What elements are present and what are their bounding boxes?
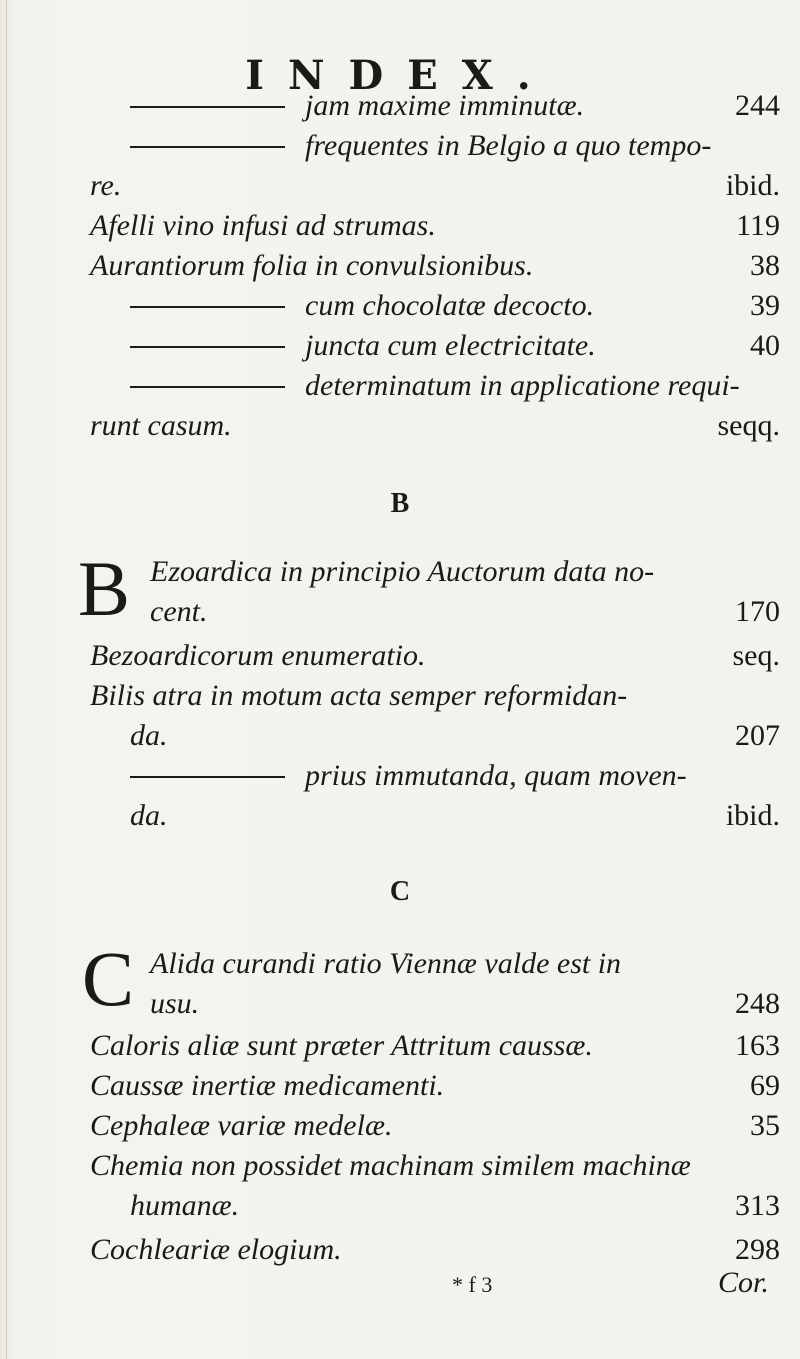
ditto-dash	[130, 306, 285, 308]
entry-text: humanæ.	[130, 1189, 240, 1222]
entry-text: runt casum.	[90, 409, 232, 442]
page-reference: seq.	[732, 639, 780, 672]
catchword: Cor.	[718, 1266, 769, 1299]
index-entry-continuation	[150, 592, 780, 632]
index-entry	[90, 1230, 780, 1270]
index-entry	[130, 326, 780, 366]
entry-text: Afelli vino infusi ad strumas.	[90, 209, 436, 242]
entry-text: Alida curandi ratio Viennæ valde est in	[150, 947, 622, 980]
entry-text: Cephaleæ variæ medelæ.	[90, 1109, 393, 1142]
entry-text: Chemia non possidet machinam similem machinæ	[90, 1149, 691, 1182]
page-reference: 163	[735, 1029, 780, 1062]
entry-text: Bezoardicorum enumeratio.	[90, 639, 426, 672]
index-entry-continuation	[130, 796, 780, 836]
page-reference: 170	[735, 595, 780, 628]
entry-text: Caloris aliæ sunt præter Attritum caussæ.	[90, 1029, 593, 1062]
entry-text: cent.	[150, 595, 208, 628]
entry-text: Aurantiorum folia in convulsionibus.	[90, 249, 534, 282]
page-reference: 40	[750, 329, 780, 362]
ditto-dash	[130, 106, 285, 108]
entry-text: Ezoardica in principio Auctorum data no-	[150, 555, 655, 588]
index-entry	[90, 676, 780, 716]
ditto-dash	[130, 346, 285, 348]
entry-text: cum chocolatæ decocto.	[305, 289, 595, 322]
entry-text: re.	[90, 169, 122, 202]
page-reference: 298	[735, 1233, 780, 1266]
entry-text: juncta cum electricitate.	[305, 329, 596, 362]
page-reference: 119	[736, 209, 780, 242]
index-entry	[130, 286, 780, 326]
page-reference: 244	[735, 89, 780, 122]
page-reference: ibid.	[725, 799, 780, 832]
index-entry-continuation	[90, 406, 780, 446]
dropcap-b: B	[78, 545, 131, 632]
page-title: INDEX.	[245, 52, 555, 99]
index-entry	[150, 944, 780, 984]
page-reference: ibid.	[725, 169, 780, 202]
index-entry	[90, 1026, 780, 1066]
ditto-dash	[130, 776, 285, 778]
page-reference: 35	[750, 1109, 780, 1142]
index-entry-continuation	[130, 1186, 780, 1226]
ditto-dash	[130, 146, 285, 148]
entry-text: Caussæ inertiæ medicamenti.	[90, 1069, 445, 1102]
entry-text: Cochleariæ elogium.	[90, 1233, 342, 1266]
signature-mark: * f 3	[452, 1272, 493, 1297]
entry-text: jam maxime imminutæ.	[305, 89, 585, 122]
index-entry	[130, 126, 780, 166]
entry-text: da.	[130, 719, 168, 752]
page-gutter	[6, 0, 7, 1359]
index-entry	[90, 1066, 780, 1106]
page-reference: 313	[735, 1189, 780, 1222]
page-reference: 207	[735, 719, 780, 752]
section-heading-c: C	[389, 876, 411, 907]
page-reference: 248	[735, 987, 780, 1020]
entry-text: determinatum in applicatione requi-	[305, 369, 740, 402]
index-entry	[90, 206, 780, 246]
page-reference: 69	[750, 1069, 780, 1102]
index-entry-continuation	[130, 716, 780, 756]
index-entry	[90, 636, 780, 676]
dropcap-c: C	[82, 935, 135, 1022]
index-entry	[130, 366, 780, 406]
entry-text: da.	[130, 799, 168, 832]
section-heading-b: B	[390, 488, 410, 519]
entry-text: frequentes in Belgio a quo tempo-	[305, 129, 712, 162]
index-entry-continuation	[150, 984, 780, 1024]
index-entry-continuation	[90, 166, 780, 206]
entry-text: Bilis atra in motum acta semper reformidan-	[90, 679, 628, 712]
entry-text: usu.	[150, 987, 200, 1020]
ditto-dash	[130, 386, 285, 388]
index-entry	[90, 1106, 780, 1146]
index-entry	[150, 552, 780, 592]
index-entry	[130, 86, 780, 126]
index-entry	[130, 756, 780, 796]
index-entry	[90, 1146, 780, 1186]
page-reference: 38	[750, 249, 780, 282]
page-reference: seqq.	[717, 409, 780, 442]
page-reference: 39	[750, 289, 780, 322]
entry-text: prius immutanda, quam moven-	[305, 759, 687, 792]
index-entry	[90, 246, 780, 286]
